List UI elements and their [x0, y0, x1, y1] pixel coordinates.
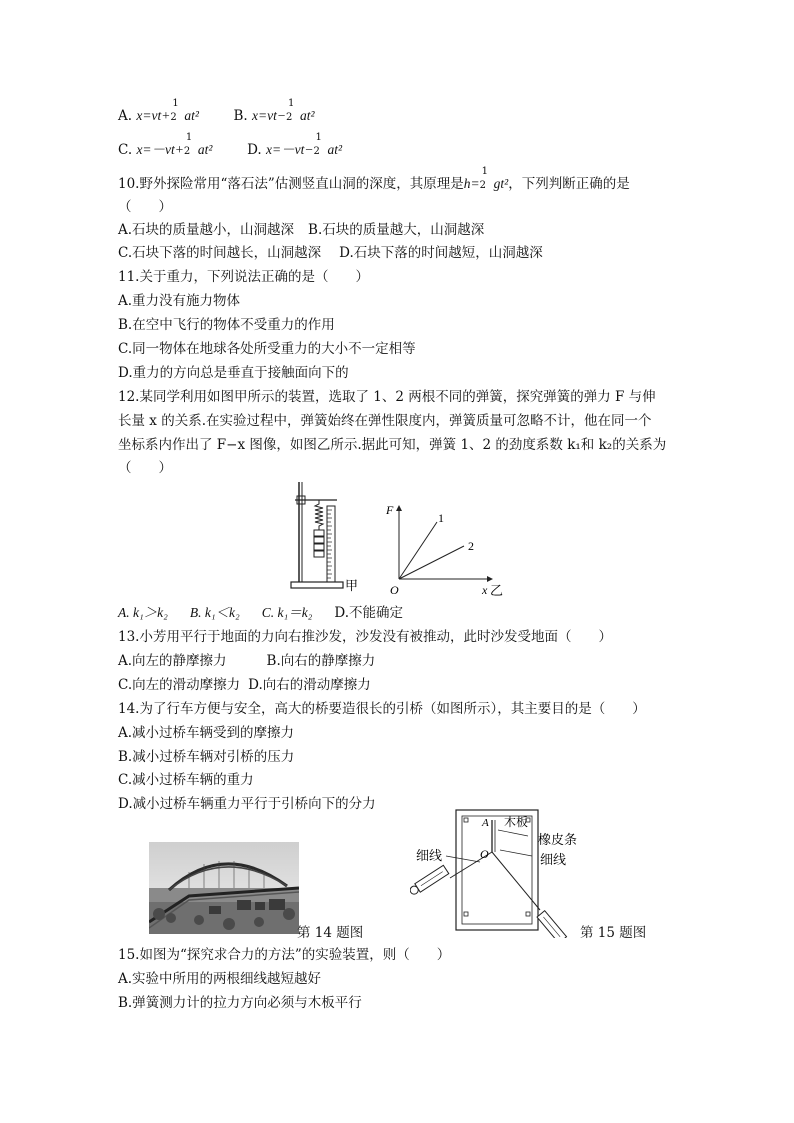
q13-option-a: A.向左的静摩擦力 [118, 653, 227, 669]
right-thread-label: 细线 [540, 852, 567, 867]
axis-x-label: x [482, 583, 488, 597]
point-o-label: O [480, 847, 489, 861]
q11-option-a: A.重力没有施力物体 [118, 293, 241, 309]
q9-options-row1 [118, 98, 315, 127]
frac-num: 1 [315, 132, 322, 143]
frac-num: 1 [287, 98, 295, 109]
board-label: 木板 [504, 815, 529, 829]
frac-den: 2 [285, 112, 293, 123]
q9-option-a-label: A. [118, 108, 133, 124]
frac-num: 1 [185, 132, 193, 143]
bridge-photo [149, 842, 299, 934]
fraction-half [170, 98, 184, 127]
q13-option-b: B.向右的静摩擦力 [266, 653, 376, 669]
fig15-caption: 第 15 题图 [580, 925, 647, 941]
q10-stem-text: 10.野外探险常用“落石法”估测竖直山洞的深度，其原理是 [118, 176, 464, 192]
figure-label-yi: 乙 [490, 583, 504, 598]
fraction-half [479, 166, 494, 195]
q9-option-b-expr: x=vt− [251, 108, 286, 123]
q10-option-a: A.石块的质量越小，山洞越深 [118, 222, 295, 238]
frac-den: 2 [313, 146, 320, 157]
q12-options [118, 604, 403, 622]
q13-options-row2 [118, 676, 371, 694]
left-thread-label: 细线 [416, 848, 443, 863]
rubber-band-label: 橡皮条 [538, 832, 578, 847]
force-board-figure [410, 806, 590, 938]
q11-option-d: D.重力的方向总是垂直于接触面向下的 [118, 365, 349, 381]
fraction-half [313, 132, 327, 161]
q12-stem-line1: 12.某同学利用如图甲所示的装置，选取了 1、2 两根不同的弹簧，探究弹簧的弹力 F 与伸 [118, 389, 656, 405]
figure-label-jia: 甲 [345, 578, 359, 593]
fig14-caption: 第 14 题图 [297, 925, 364, 941]
q12-stem-line3: 坐标系内作出了 F−x 图像，如图乙所示.据此可知，弹簧 1、2 的劲度系数 k₁和 k₂的关系为 [118, 437, 667, 453]
q10-options-row1 [118, 221, 484, 239]
q9-option-b-at2: at² [299, 108, 315, 123]
q12-stem-line2: 长量 x 的关系.在实验过程中，弹簧始终在弹性限度内，弹簧质量可忽略不计，他在同一个 [118, 413, 652, 429]
q11-stem: 11.关于重力，下列说法正确的是（ ） [118, 269, 369, 285]
q10-option-c: C.石块下落的时间越长，山洞越深 [118, 245, 322, 261]
q12-option-b: B. k₁＜k₂ [189, 605, 240, 620]
q10-option-d: D.石块下落的时间越短，山洞越深 [339, 245, 543, 261]
q9-option-c-label: C. [118, 142, 133, 158]
q15-option-b: B.弹簧测力计的拉力方向必须与木板平行 [118, 995, 362, 1011]
q13-option-c: C.向左的滑动摩擦力 [118, 677, 241, 693]
q13-stem: 13.小芳用平行于地面的力向右推沙发，沙发没有被推动，此时沙发受地面（ ） [118, 629, 612, 645]
q12-blank: （ ） [118, 460, 172, 476]
q10-stem-text-b: ，下列判断正确的是 [508, 176, 630, 192]
q13-options-row1 [118, 652, 375, 670]
q9-option-c-at2: at² [197, 142, 213, 157]
frac-num: 1 [481, 166, 489, 177]
q10-option-b: B.石块的质量越大，山洞越深 [308, 222, 485, 238]
spring-apparatus-figure [285, 478, 365, 596]
line-1-label: 1 [438, 511, 444, 525]
q12-option-a: A. k₁＞k₂ [118, 605, 168, 620]
line-2-label: 2 [468, 539, 474, 553]
q9-option-d-at2: at² [327, 142, 343, 157]
q9-options-row2 [118, 132, 343, 161]
frac-num: 1 [172, 98, 179, 109]
q10-formula-gt2: gt² [493, 176, 509, 191]
q15-stem: 15.如图为“探究求合力的方法”的实验装置，则（ ） [118, 947, 451, 963]
q15-option-a: A.实验中所用的两根细线越短越好 [118, 971, 322, 987]
q12-option-c: C. k₁＝k₂ [261, 605, 313, 620]
q14-option-a: A.减小过桥车辆受到的摩擦力 [118, 725, 295, 741]
q9-option-a-at2: at² [184, 108, 199, 123]
q9-option-d-expr: x=－vt− [266, 142, 314, 157]
frac-den: 2 [479, 180, 487, 191]
q14-option-c: C.减小过桥车辆的重力 [118, 772, 254, 788]
q10-stem [118, 166, 630, 195]
q9-option-d-label: D. [247, 142, 262, 158]
q13-option-d: D.向右的滑动摩擦力 [248, 677, 371, 693]
q14-option-b: B.减小过桥车辆对引桥的压力 [118, 749, 295, 765]
q10-formula: h= [463, 176, 480, 191]
frac-den: 2 [170, 112, 177, 123]
spring-1-line [399, 522, 437, 579]
q14-stem: 14.为了行车方便与安全，高大的桥要造很长的引桥（如图所示），其主要目的是（ ） [118, 701, 646, 717]
fx-graph-figure [380, 500, 510, 600]
point-a-label: A [482, 817, 489, 829]
spring-2-line [399, 546, 464, 579]
frac-den: 2 [183, 146, 191, 157]
q10-options-row2 [118, 244, 543, 262]
q12-option-d: D.不能确定 [334, 605, 404, 621]
q11-option-b: B.在空中飞行的物体不受重力的作用 [118, 317, 335, 333]
origin-label: O [390, 583, 399, 597]
q10-blank: （ ） [118, 199, 172, 215]
fraction-half [285, 98, 300, 127]
q14-option-d: D.减小过桥车辆重力平行于引桥向下的分力 [118, 796, 376, 812]
axis-f-label: F [386, 503, 394, 517]
q11-option-c: C.同一物体在地球各处所受重力的大小不一定相等 [118, 341, 416, 357]
q9-option-b-label: B. [233, 108, 248, 124]
fraction-half [183, 132, 198, 161]
q9-option-c-expr: x=－vt+ [136, 142, 184, 157]
q9-option-a-expr: x=vt+ [136, 108, 171, 123]
